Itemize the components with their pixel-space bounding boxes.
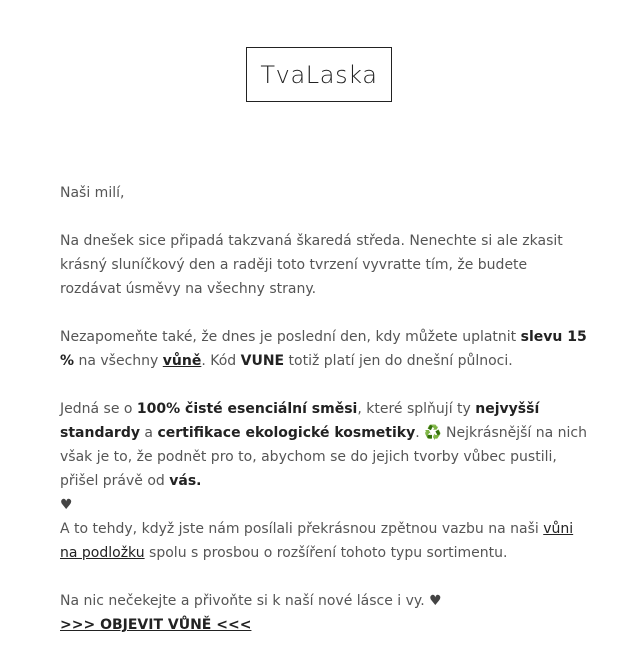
paragraph-intro: Na dnešek sice připadá takzvaná škaredá středa. Nenechte si ale zkasit krásný sluníčkový den a raději toto tvrzení vyvratte tím, že budete rozdávat úsměvy na všechny strany. [60, 233, 563, 297]
highlight-certification: certifikace ekologické kosmetiky [157, 425, 416, 441]
link-vune-na-podlozku[interactable]: vůni na podložku [60, 521, 574, 561]
highlight-standards: nejvyšší standardy [60, 401, 540, 441]
text: a [139, 425, 158, 441]
text: . [415, 425, 425, 441]
text: Jedná se o [60, 401, 137, 417]
highlight-pure-blends: 100% čisté esenciální směsi [136, 401, 358, 417]
email-body [60, 181, 590, 661]
text: totiž platí jen do dnešní půlnoci. [284, 353, 513, 369]
paragraph-cta [60, 589, 590, 637]
text: na všechny [74, 353, 163, 369]
brand-logo[interactable] [246, 47, 392, 102]
discount-code: VUNE [240, 353, 285, 369]
greeting: Naši milí, [60, 185, 125, 201]
text: Nezapomeňte také, že dnes je poslední den, kdy můžete uplatnit [60, 329, 521, 345]
link-vune[interactable]: vůně [162, 353, 202, 369]
heart-icon: ♥ [429, 593, 442, 609]
paragraph-product [60, 397, 590, 565]
text: Nejkrásnější na nich však je to, že podnět pro to, abychom se do jejich tvorby vůbec pustili, přišel právě od [60, 425, 587, 489]
recycle-icon: ♻️ [424, 425, 442, 441]
heart-icon: ♥ [60, 497, 73, 513]
paragraph-discount [60, 325, 590, 373]
discount-highlight: slevu 15 % [60, 329, 587, 369]
text: A to tehdy, když jste nám posílali překrásnou zpětnou vazbu na naši [60, 521, 544, 537]
text: spolu s prosbou o rozšíření tohoto typu sortimentu. [144, 545, 508, 561]
text: . Kód [201, 353, 241, 369]
discover-scents-link[interactable]: >>> OBJEVIT VŮNĚ <<< [60, 617, 252, 633]
brand-logo-text: TvaLaska [260, 60, 378, 89]
highlight-you: vás. [169, 473, 202, 489]
text: Na nic nečekejte a přivoňte si k naší nové lásce i vy. [60, 593, 430, 609]
text: , které splňují ty [357, 401, 476, 417]
